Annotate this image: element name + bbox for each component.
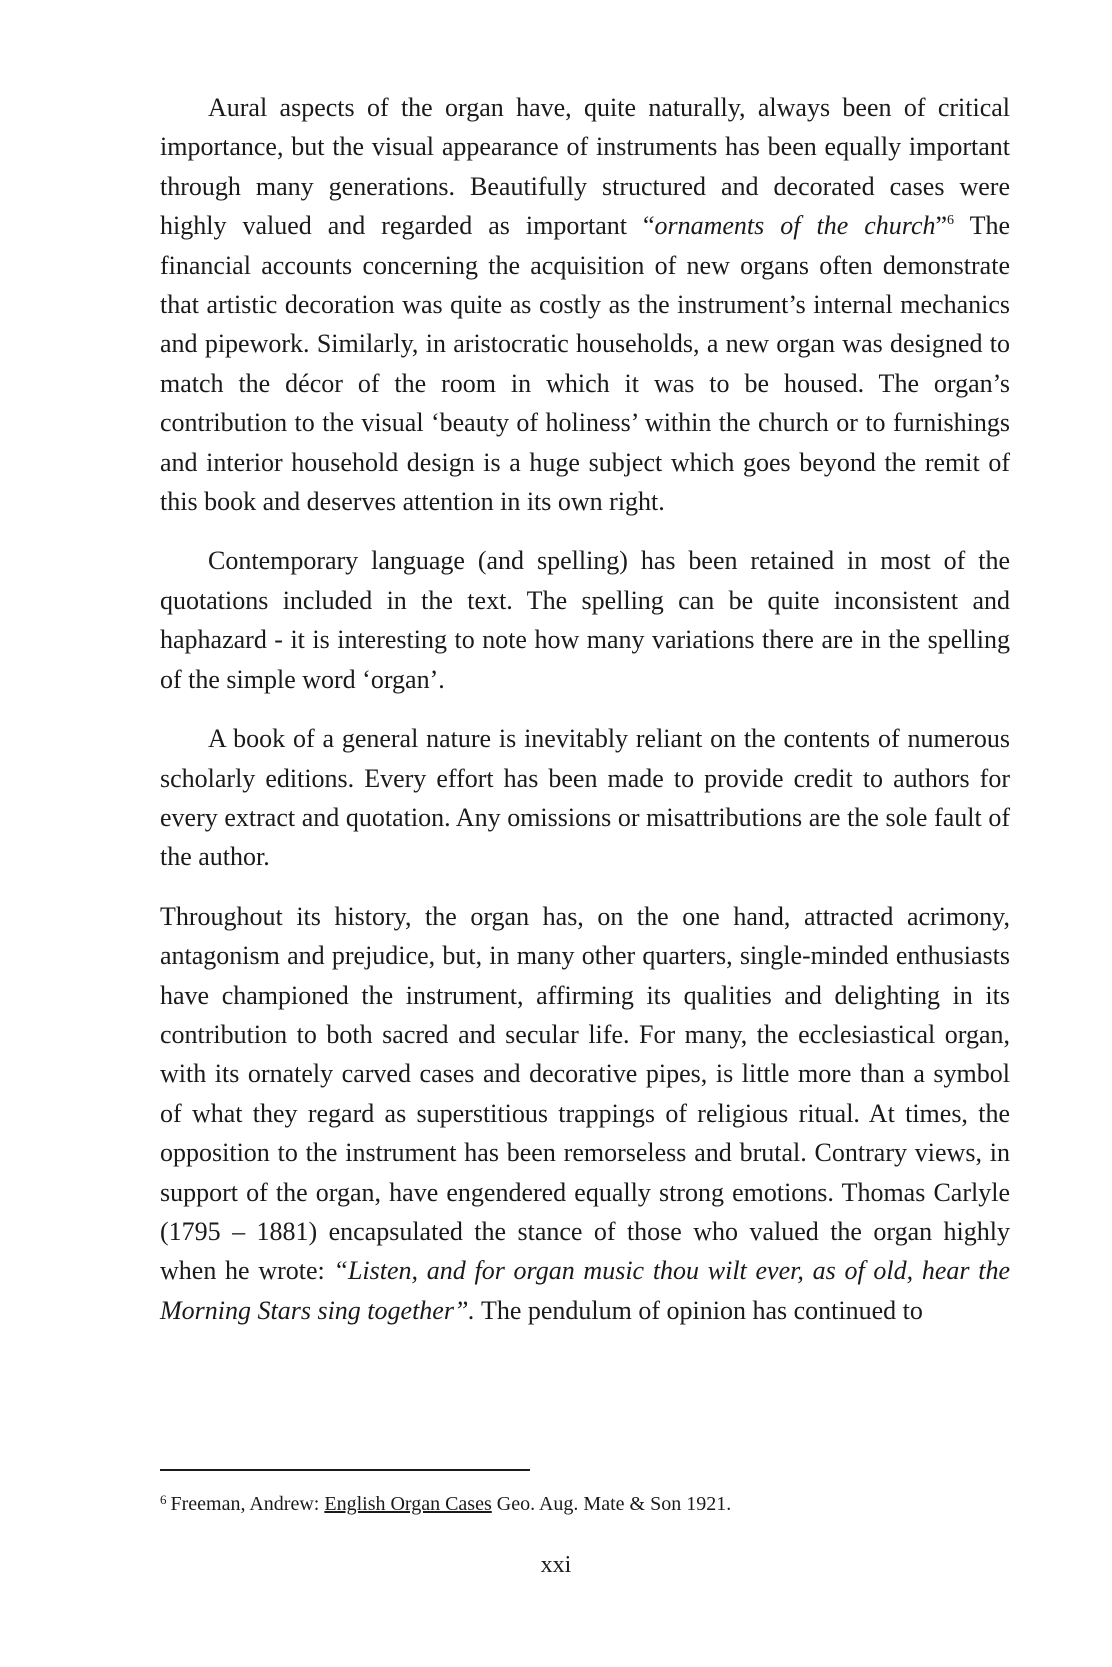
footnote-divider [160, 1469, 530, 1471]
paragraph-1 [160, 88, 1010, 521]
paragraph-2: Contemporary language (and spelling) has been retained in most of the quotations included in the text. The spelling can be quite inconsistent and haphazard - it is interesting to note how many variations there are in the spelling of the simple word ‘organ’. [160, 546, 1010, 694]
page-number: xxi [540, 1552, 572, 1578]
footnote-publisher: Geo. Aug. Mate & Son 1921. [491, 1493, 732, 1515]
footnote-author: Freeman, Andrew: [170, 1493, 325, 1515]
paragraph-4 [160, 897, 1010, 1330]
paragraph-1-text-a: Aural aspects of the organ have, quite naturally, always been of critical importance, but the visual appearance of instruments has been equally important through many generations. Beautifully structured and decorated cases were highly valued and regarded as important “ [160, 93, 1010, 241]
page-body [160, 88, 1010, 1350]
paragraph-4-text-a: Throughout its history, the organ has, on the one hand, attracted acrimony, antagonism and prejudice, but, in many other quarters, single-minded enthusiasts have championed the instrument, affirming its qualities and delighting in its contribution to both sacred and secular life. For many, the ecclesiastical organ, with its ornately carved cases and decorative pipes, is little more than a symbol of what they regard as superstitious trappings of religious ritual. At times, the opposition to the instrument has been remorseless and brutal. Contrary views, in support of the organ, have engendered equally strong emotions. Thomas Carlyle (1795 – 1881) encapsulated the stance of those who valued the organ highly when he wrote: [160, 901, 1010, 1286]
footnote-reference[interactable]: 6 [947, 213, 955, 229]
paragraph-1-quote: ornaments of the church [654, 211, 936, 241]
carlyle-quote: “Listen, and for organ music thou wilt ever, as of old, hear the Morning Stars sing together”. [160, 1256, 1011, 1325]
footnote-mark: 6 [160, 1492, 167, 1507]
footnote [160, 1486, 1010, 1518]
paragraph-3: A book of a general nature is inevitably reliant on the contents of numerous scholarly editions. Every effort has been made to provide credit to authors for every extract and quotation. Any omissions or misattributions are the sole fault of the author. [160, 724, 1010, 872]
paragraph-1-text-b: The financial accounts concerning the acquisition of new organs often demonstrate that artistic decoration was quite as costly as the instrument’s internal mechanics and pipework. Similarly, in aristocratic households, a new organ was designed to match the décor of the room in which it was to be housed. The organ’s contribution to the visual ‘beauty of holiness’ within the church or to furnishings and interior household design is a huge subject which goes beyond the remit of this book and deserves attention in its own right. [160, 211, 1010, 517]
paragraph-1-close-quote: ” [935, 211, 948, 241]
footnote-title: English Organ Cases [324, 1493, 492, 1515]
paragraph-4-text-b: The pendulum of opinion has continued to [474, 1295, 923, 1325]
